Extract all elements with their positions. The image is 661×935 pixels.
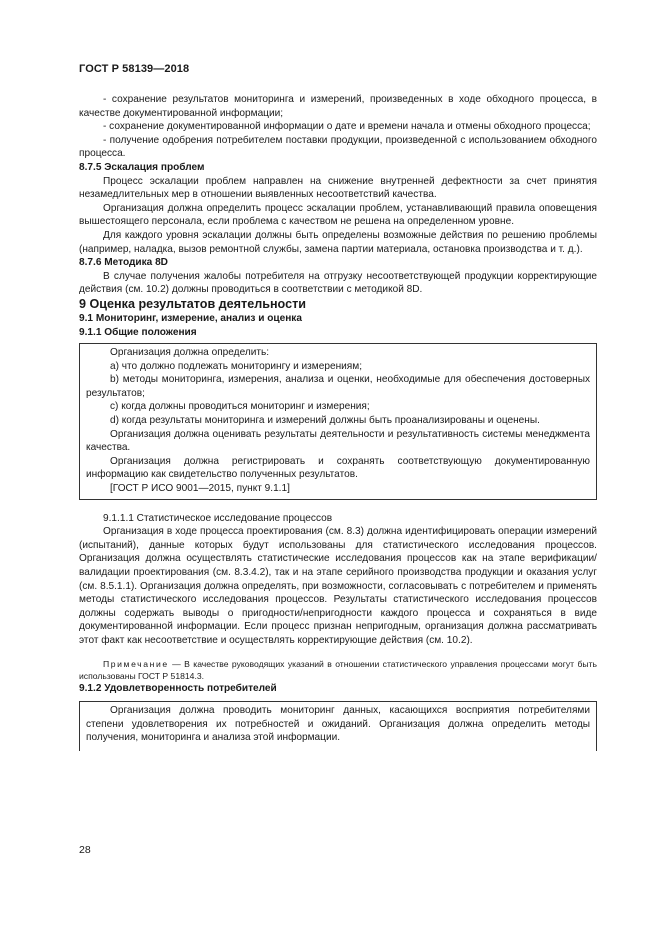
box-paragraph: Организация должна регистрировать и сохранять соответствующую документированную информацию как свидетельство полученных результатов. — [86, 455, 590, 481]
box-line: d) когда результаты мониторинга и измерений должны быть проанализированы и оценены. — [110, 415, 540, 427]
list-item: - получение одобрения потребителем поставки продукции, произведенной с использованием обходного процесса. — [79, 134, 597, 160]
note-text: — В качестве руководящих указаний в отношении статистического управления процессами могут быть использованы ГОСТ Р 51814.3. — [79, 658, 597, 681]
list-item: - сохранение результатов мониторинга и измерений, произведенных в ходе обходного процесса, в качестве документированной информации; — [79, 94, 597, 119]
paragraph: В случае получения жалобы потребителя на отгрузку несоответствующей продукции корректирующие действия (см. 10.2) должны проводиться в соответствии с методикой 8D. — [79, 270, 597, 296]
box-paragraph: Организация должна оценивать результаты деятельности и результативность системы менеджмента качества. — [86, 428, 590, 454]
box-line: Организация должна определить: — [110, 347, 270, 359]
paragraph: Для каждого уровня эскалации должны быть определены возможные действия по решению проблемы (например, наладка, вызов ремонтной службы, замена партии материала, остановка производства и т. д.). — [79, 229, 597, 255]
note-label: Примечание — [103, 658, 169, 669]
quoted-requirement-box — [79, 701, 597, 751]
document-header: ГОСТ Р 58139—2018 — [79, 63, 190, 75]
chapter-heading-9: 9 Оценка результатов деятельности — [79, 296, 306, 311]
box-paragraph: Организация должна проводить мониторинг данных, касающихся восприятия потребителями степени удовлетворения их потребностей и ожиданий. Организация должна определить методы получения, мониторинга и анализа этой информации. — [86, 705, 590, 744]
quoted-requirement-box — [79, 343, 597, 500]
paragraph: Процесс эскалации проблем направлен на снижение внутренней дефектности за счет принятия незамедлительных мер в отношении выявленных несоответствий качества. — [79, 175, 597, 201]
box-line: a) что должно подлежать мониторингу и измерениям; — [110, 360, 363, 372]
list-item: - сохранение документированной информации о дате и времени начала и отмены обходного процесса; — [103, 121, 591, 133]
box-reference: [ГОСТ Р ИСО 9001—2015, пункт 9.1.1] — [110, 483, 290, 495]
page-number: 28 — [79, 844, 91, 856]
section-heading-8-7-5: 8.7.5 Эскалация проблем — [79, 161, 205, 173]
note — [79, 658, 597, 682]
paragraph: Организация должна определить процесс эскалации проблем, устанавливающий правила оповещения вышестоящего персонала, если проблема с качеством не решена на определенном уровне. — [79, 202, 597, 228]
section-heading-9-1-1: 9.1.1 Общие положения — [79, 326, 197, 338]
section-heading-9-1-2: 9.1.2 Удовлетворенность потребителей — [79, 682, 277, 694]
box-line: b) методы мониторинга, измерения, анализа и оценки, необходимые для обеспечения достоверных результатов; — [86, 374, 590, 399]
page-content — [79, 93, 597, 751]
box-line: c) когда должны проводиться мониторинг и измерения; — [110, 401, 370, 413]
section-heading-8-7-6: 8.7.6 Методика 8D — [79, 257, 168, 269]
paragraph: Организация в ходе процесса проектирования (см. 8.3) должна идентифицировать операции измерений (испытаний), данные которых будут использованы для статистического исследования процессов. Организация должна осуществлять статистические исследования процессов как на этапе верификации/валидации проектирования (см. 8.3.4.2), так и на этапе серийного производства продукции и оказания услуг (см. 8.5.1.1). Организация должна определять, при возможности, согласовывать с потребителем и применять методы статистического исследования процессов. Результаты статистического исследования процессов должны содержать выводы о пригодности/непригодности каждого процесса и сохраняться в виде документированной информации. Если процесс признан непригодным, организация должна рассматривать этот факт как несоответствие и осуществлять корректирующие действия (см. 10.2). — [79, 526, 597, 646]
subsection-heading-9-1-1-1: 9.1.1.1 Статистическое исследование процессов — [103, 512, 333, 524]
section-heading-9-1: 9.1 Мониторинг, измерение, анализ и оценка — [79, 312, 302, 324]
